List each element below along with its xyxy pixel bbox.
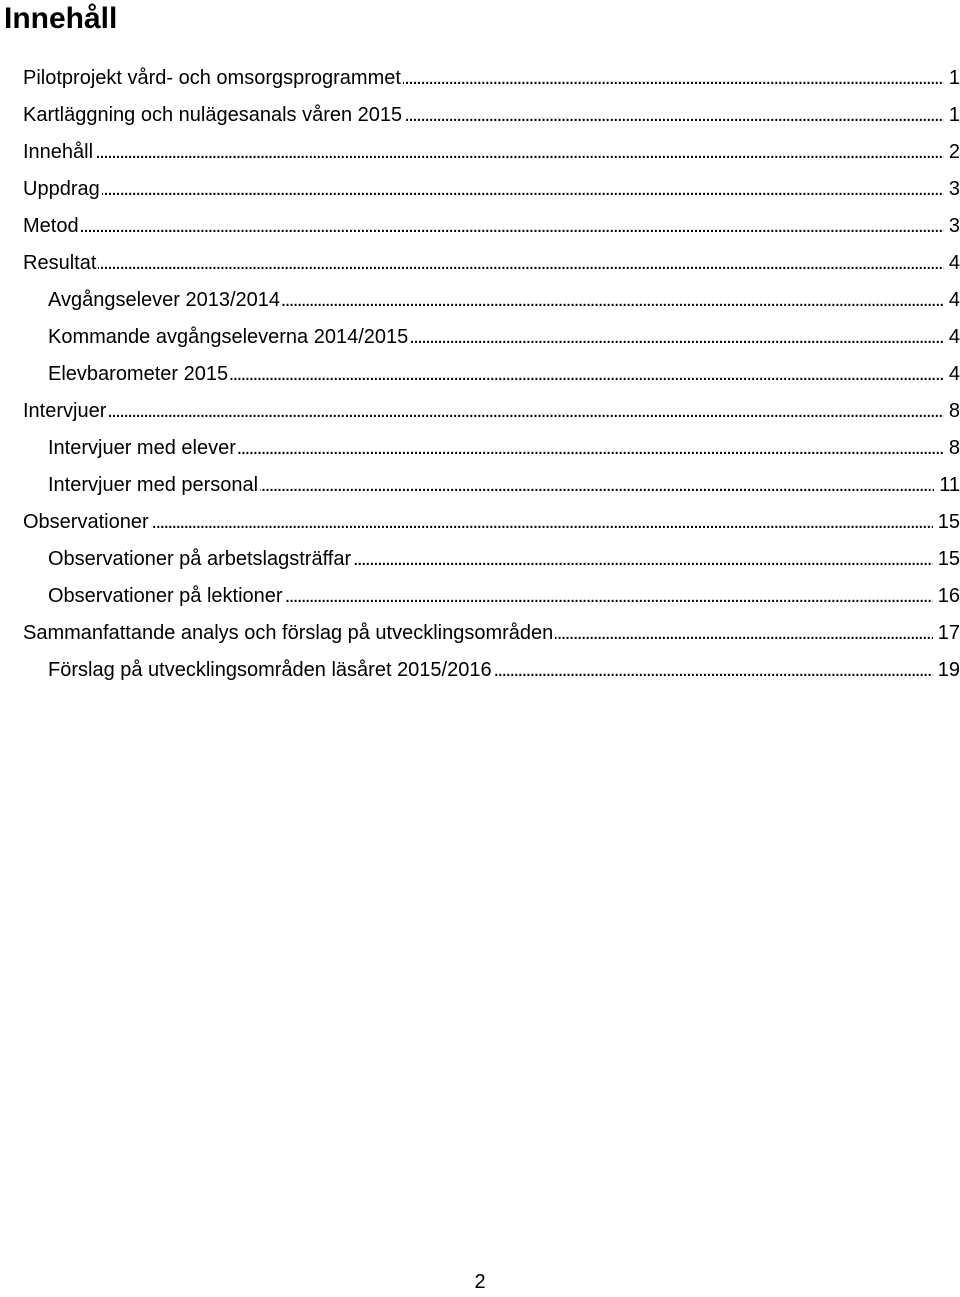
toc-entry-page: 16 [933,578,960,615]
toc-leader-dots [23,208,960,245]
toc-entry-page: 4 [944,356,960,393]
toc-entry-page: 3 [944,171,960,208]
toc-entry[interactable] [48,356,960,393]
toc-entry-page: 15 [933,541,960,578]
toc-entry[interactable] [23,97,960,134]
toc-leader-dots [23,504,960,541]
page-title: Innehåll [4,2,118,35]
toc-entry[interactable] [48,541,960,578]
toc-entry-title: Elevbarometer 2015 [48,363,229,385]
toc-entry[interactable] [23,208,960,245]
toc-entry-title: Observationer på arbetslagsträffar [48,548,352,570]
toc-entry[interactable] [23,504,960,541]
toc-entry-page: 4 [944,319,960,356]
toc-entry[interactable] [23,60,960,97]
toc-entry-page: 1 [944,97,960,134]
toc-entry[interactable] [23,134,960,171]
toc-entry[interactable] [48,652,960,689]
toc-entry-title: Intervjuer med elever [48,437,236,459]
toc-leader-dots [23,171,960,208]
toc-leader-dots [23,393,960,430]
toc-entry-title: Resultat [23,252,97,274]
toc-entry-page: 4 [944,282,960,319]
toc-entry-title: Sammanfattande analys och förslag på utvecklingsområden [23,622,554,644]
toc-entry[interactable] [48,282,960,319]
toc-entry-page: 1 [944,60,960,97]
toc-entry-page: 19 [933,652,960,689]
toc-entry-title: Metod [23,215,79,237]
toc-entry-title: Intervjuer med personal [48,474,259,496]
toc-entry[interactable] [23,615,960,652]
table-of-contents [0,60,960,689]
toc-entry-page: 3 [944,208,960,245]
toc-entry-page: 11 [934,467,960,504]
toc-entry-page: 8 [944,393,960,430]
toc-entry-title: Pilotprojekt vård- och omsorgsprogrammet [23,67,401,89]
toc-entry-title: Uppdrag [23,178,100,200]
toc-entry[interactable] [23,393,960,430]
toc-entry-page: 8 [944,430,960,467]
toc-leader-dots [23,134,960,171]
toc-entry-title: Kartläggning och nulägesanals våren 2015 [23,104,403,126]
toc-entry-page: 2 [944,134,960,171]
toc-entry-title: Förslag på utvecklingsområden läsåret 2015/2016 [48,659,492,681]
toc-entry[interactable] [48,319,960,356]
toc-entry-title: Intervjuer [23,400,107,422]
toc-entry-title: Avgångselever 2013/2014 [48,289,281,311]
page-number: 2 [474,1271,486,1293]
toc-entry-title: Innehåll [23,141,94,163]
toc-entry-title: Observationer på lektioner [48,585,283,607]
toc-entry[interactable] [23,171,960,208]
toc-entry-page: 17 [933,615,960,652]
toc-leader-dots [23,245,960,282]
toc-entry[interactable] [48,430,960,467]
toc-entry-title: Observationer [23,511,149,533]
toc-entry[interactable] [23,245,960,282]
toc-entry[interactable] [48,467,960,504]
toc-entry[interactable] [48,578,960,615]
toc-entry-page: 15 [933,504,960,541]
toc-entry-title: Kommande avgångseleverna 2014/2015 [48,326,409,348]
toc-entry-page: 4 [944,245,960,282]
